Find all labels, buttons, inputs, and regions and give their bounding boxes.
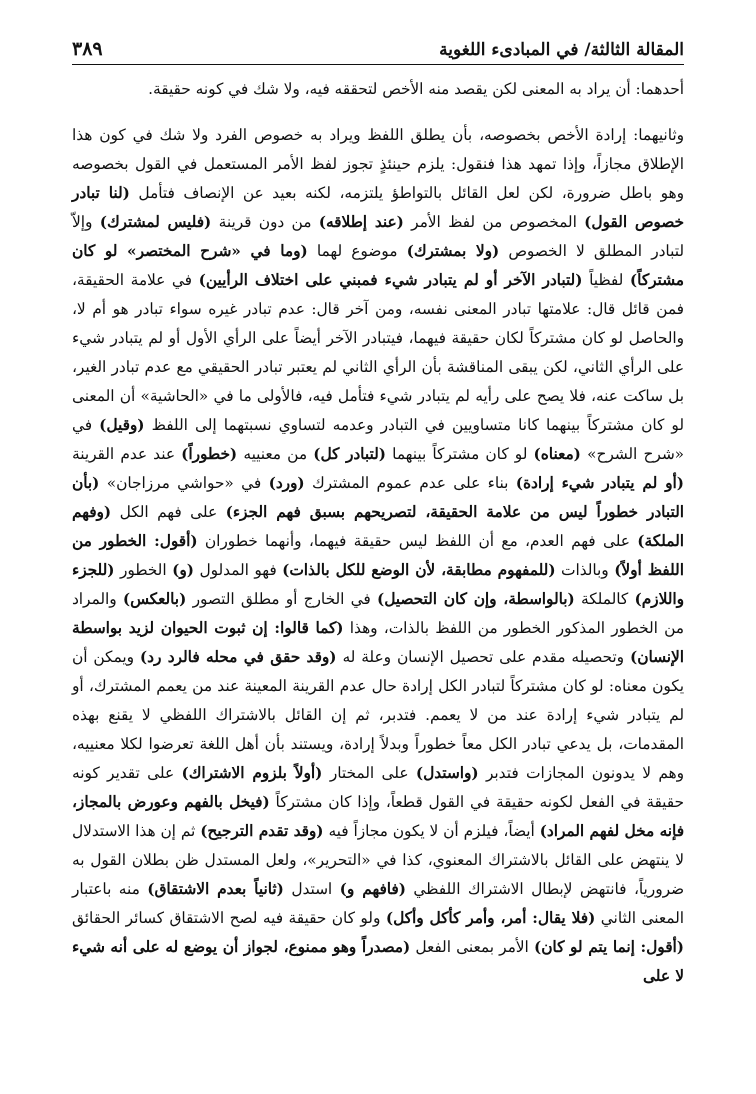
commentary-text: ويمكن أن يكون معناه: لو كان مشتركاً لتبادر الكل إرادة حال عدم القرينة المعينة عند من يعمم المشترك، أو لم يتبادر شيء إرادة عند من لا يعمم. فتدبر، ثم إن القائل بالاشتراك اللفظي لا يقنع بهذه المقدمات، بل يدعي تبادر الكل معاً خطوراً وبدلاً إرادة، ويستند بأن أهل اللغة تعرضوا لكلا معنييه، وهم لا يدونون المجازات فتدبر	[72, 648, 684, 782]
commentary-text: من دون قرينة	[211, 213, 319, 231]
bold-matn-text: (للمفهوم مطابقة، لأن الوضع للكل بالذات)	[282, 561, 556, 579]
commentary-text: أيضاً، فيلزم أن لا يكون مجازاً فيه	[323, 822, 540, 840]
commentary-text: موضوع لهما	[307, 242, 407, 260]
commentary-text: منه باعتبار المعنى الثاني	[72, 880, 684, 927]
commentary-text: وبالذات	[555, 561, 615, 579]
bold-matn-text: (مصدراً وهو ممنوع، لجواز أن يوضع له على أنه شيء لا على	[72, 938, 684, 985]
commentary-text: في «حواشي مرزاجان»	[99, 474, 269, 492]
bold-matn-text: (و)	[172, 561, 194, 579]
paragraph	[72, 75, 684, 104]
bold-matn-text: (ثانياً بعدم الاشتقاق)	[147, 880, 284, 898]
bold-matn-text: (عند إطلاقه)	[318, 213, 404, 231]
paragraph	[72, 121, 684, 991]
bold-matn-text: (ورد)	[268, 474, 305, 492]
bold-matn-text: (لتبادر كل)	[313, 445, 386, 463]
bold-matn-text: (معناه)	[533, 445, 581, 463]
commentary-text: وتحصيله مقدم على تحصيل الإنسان وعلة له	[336, 648, 630, 666]
bold-matn-text: (وقيل)	[99, 416, 145, 434]
commentary-text: فهو المدلول	[193, 561, 283, 579]
bold-matn-text: (وقد تقدم الترجيح)	[200, 822, 324, 840]
bold-matn-text: (أقول: الخطور من اللفظ أولاً)	[72, 532, 684, 579]
bold-matn-text: (أقول: إنما يتم لو كان)	[533, 938, 685, 956]
page-number: ٣٨٩	[72, 38, 103, 60]
commentary-text: لو كان مشتركاً بينهما	[385, 445, 534, 463]
commentary-text: بناء على عدم عموم المشترك	[304, 474, 516, 492]
commentary-text: على المختار	[322, 764, 416, 782]
bold-matn-text: (بالعكس)	[122, 590, 187, 608]
commentary-text: لفظياً	[582, 271, 630, 289]
bold-matn-text: (واستدل)	[415, 764, 479, 782]
commentary-text: الخطور	[114, 561, 173, 579]
bold-matn-text: (خطوراً)	[181, 445, 238, 463]
commentary-text: وإلاّ لتبادر المطلق لا الخصوص	[72, 213, 684, 260]
commentary-text: استدل	[283, 880, 340, 898]
bold-matn-text: (فلا يقال: أمر، وأمر كأكل وأكل)	[385, 909, 596, 927]
body-text	[72, 75, 684, 991]
bold-matn-text: (بالواسطة، وإن كان التحصيل)	[376, 590, 575, 608]
bold-matn-text: (فيخل بالفهم وعورض بالمجاز، فإنه مخل لفهم المراد)	[72, 793, 685, 840]
commentary-text: على فهم الكل	[111, 503, 226, 521]
bold-matn-text: (فافهم و)	[339, 880, 406, 898]
bold-matn-text: (ولا بمشترك)	[406, 242, 500, 260]
bold-matn-text: (كما قالوا: إن ثبوت الحيوان لزيد بواسطة الإنسان)	[72, 619, 684, 666]
bold-matn-text: (وفهم الملكة)	[72, 503, 684, 550]
commentary-text: كالملكة	[574, 590, 635, 608]
bold-matn-text: (أو لم يتبادر شيء إرادة)	[515, 474, 684, 492]
commentary-text: في «شرح الشرح»	[72, 416, 684, 463]
bold-matn-text: (لنا تبادر خصوص القول)	[72, 184, 684, 231]
commentary-text: أحدهما: أن يراد به المعنى لكن يقصد منه الأخص لتحققه فيه، ولا شك في كونه حقيقة.	[148, 80, 684, 98]
commentary-text: وثانيهما: إرادة الأخص بخصوصه، بأن يطلق اللفظ ويراد به خصوص الفرد ولا شك في كون هذا الإطلاق مجازاً، وإذا تمهد هذا فنقول: يلزم حينئذٍ تجوز لفظ الأمر المستعمل في القول بخصوصه وهو باطل ضرورة، لكن لعل القائل بالتواطؤ يلتزمه، لكنه بعيد عن الإنصاف فتأمل	[72, 126, 684, 202]
commentary-text: في الخارج أو مطلق التصور	[186, 590, 377, 608]
commentary-text: عند عدم القرينة	[72, 445, 182, 463]
commentary-text: والمراد من الخطور المذكور الخطور من اللفظ بالذات، وهذا	[72, 590, 684, 637]
bold-matn-text: (فليس لمشترك)	[99, 213, 212, 231]
commentary-text: في علامة الحقيقة، فمن قائل قال: علامتها تبادر المعنى نفسه، ومن آخر قال: عدم تبادر غيره سواء تبادر هو أم لا، والحاصل لو كان مشتركاً لكان حقيقة فيهما، فيتبادر الآخر أيضاً على الرأي الأول أو لم يتبادر شيء على الرأي الثاني، لكن يبقى المناقشة بأن الرأي الثاني لم يعتبر تبادر الحقيقي مع عدم تبادر الغير، بل ساكت عنه، فلا يصح على رأيه لم يتبادر شيء فتأمل فيه، فالأولى ما في «الحاشية» أن المعنى لو كان مشتركاً بينهما كانا متساويين في التبادر وعدمه لتساوي نسبتهما إلى اللفظ	[72, 271, 684, 434]
commentary-text: الأمر بمعنى الفعل	[410, 938, 534, 956]
bold-matn-text: (وما في «شرح المختصر» لو كان مشتركاً)	[72, 242, 684, 289]
commentary-text: ثم إن هذا الاستدلال لا ينتهض على القائل بالاشتراك المعنوي، كذا في «التحرير»، ولعل المستدل ظن بطلان القول به ضرورياً، فانتهض لإبطال الاشتراك اللفظي	[72, 822, 685, 898]
commentary-text: على تقدير كونه حقيقة في الفعل لكونه حقيقة في القول قطعاً، وإذا كان مشتركاً	[72, 764, 684, 811]
commentary-text: على فهم العدم، مع أن اللفظ ليس حقيقة فيهما، وأنهما خطوران	[197, 532, 638, 550]
bold-matn-text: (وقد حقق في محله فالرد رد)	[139, 648, 337, 666]
page-header	[72, 30, 684, 65]
bold-matn-text: (أولاً بلزوم الاشتراك)	[181, 764, 323, 782]
running-title: المقالة الثالثة/ في المبادىء اللغوية	[439, 40, 684, 60]
bold-matn-text: (لتبادر الآخر أو لم يتبادر شيء فمبني على اختلاف الرأيين)	[198, 271, 583, 289]
bold-matn-text: (بأن التبادر خطوراً ليس من علامة الحقيقة، لتصريحهم بسبق فهم الجزء)	[72, 474, 684, 521]
commentary-text: من معنييه	[237, 445, 314, 463]
commentary-text: المخصوص من لفظ الأمر	[403, 213, 585, 231]
bold-matn-text: (للجزء واللازم)	[72, 561, 684, 608]
commentary-text: ولو كان حقيقة فيه لصح الاشتقاق كسائر الحقائق	[72, 909, 386, 927]
